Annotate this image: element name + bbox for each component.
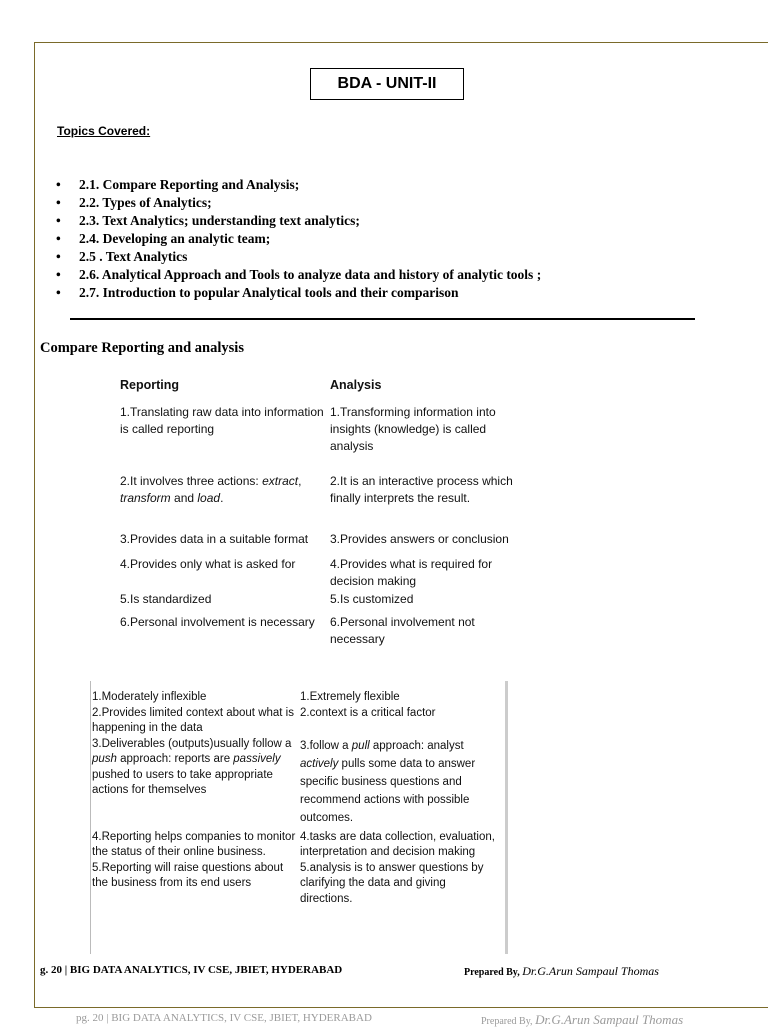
- topic-item: • 2.2. Types of Analytics;: [56, 194, 541, 212]
- analysis-cell: 1.Extremely flexible: [300, 691, 400, 703]
- reporting-cell: 2.It involves three actions: extract, transform and load.: [120, 474, 302, 505]
- comparison-row: [120, 473, 530, 531]
- topic-item: • 2.7. Introduction to popular Analytical tools and their comparison: [56, 284, 541, 302]
- analysis-cell: 5.Is customized: [330, 592, 414, 606]
- reporting-column: [92, 690, 297, 892]
- reporting-cell: 3.Provides data in a suitable format: [120, 532, 309, 546]
- topic-item: • 2.1. Compare Reporting and Analysis;: [56, 176, 541, 194]
- ghost-prepared-by-label: Prepared By,: [481, 1016, 536, 1027]
- comparison-table: [120, 377, 530, 648]
- author-name: Dr.G.Arun Sampaul Thomas: [522, 964, 659, 978]
- reporting-cell: 3.Deliverables (outputs)usually follow a push approach: reports are passively pushed to users to take appropriate actions for themselves: [92, 737, 292, 796]
- comparison-table-2: [90, 681, 508, 954]
- reporting-cell: 4.Reporting helps companies to monitor the status of their online business.: [92, 830, 296, 858]
- analysis-cell: 2.context is a critical factor: [300, 706, 436, 719]
- analysis-cell: 6.Personal involvement not necessary: [330, 615, 475, 646]
- topics-list: [56, 176, 541, 302]
- comparison-row: [120, 404, 530, 473]
- ghost-author-name: Dr.G.Arun Sampaul Thomas: [535, 1012, 684, 1027]
- reporting-cell: 6.Personal involvement is necessary: [120, 615, 315, 629]
- analysis-cell: 2.It is an interactive process which finally interprets the result.: [330, 474, 513, 505]
- analysis-column: [300, 690, 500, 907]
- comparison-row: [120, 591, 530, 614]
- reporting-header: Reporting: [120, 378, 180, 392]
- reporting-cell: 5.Reporting will raise questions about the business from its end users: [92, 861, 284, 889]
- comparison-row: [120, 614, 530, 648]
- horizontal-divider: [70, 318, 695, 320]
- reporting-cell: 4.Provides only what is asked for: [120, 557, 296, 571]
- footer-page-info: g. 20 | BIG DATA ANALYTICS, IV CSE, JBIET, HYDERABAD: [40, 964, 343, 976]
- table-right-border: [505, 681, 508, 954]
- analysis-header: Analysis: [330, 378, 382, 392]
- comparison-row: [120, 556, 530, 591]
- ghost-footer-page-info: pg. 20 | BIG DATA ANALYTICS, IV CSE, JBIET, HYDERABAD: [76, 1012, 372, 1024]
- reporting-cell: 1.Translating raw data into information is called reporting: [120, 405, 324, 436]
- page-title: BDA - UNIT-II: [310, 68, 464, 100]
- comparison-header-row: [120, 377, 530, 394]
- analysis-cell: 4.tasks are data collection, evaluation, interpretation and decision making: [300, 830, 495, 858]
- analysis-cell: 3.Provides answers or conclusion: [330, 532, 509, 546]
- ghost-footer-prepared-by: [481, 1012, 683, 1028]
- section-heading: Compare Reporting and analysis: [40, 340, 244, 356]
- topic-item: • 2.4. Developing an analytic team;: [56, 230, 541, 248]
- reporting-cell: 2.Provides limited context about what is happening in the data: [92, 706, 294, 734]
- topics-heading: Topics Covered:: [57, 124, 151, 138]
- comparison-row: [120, 531, 530, 556]
- reporting-cell: 1.Moderately inflexible: [92, 691, 207, 703]
- analysis-cell: 1.Transforming information into insights (knowledge) is called analysis: [330, 405, 496, 453]
- analysis-cell: 4.Provides what is required for decision making: [330, 557, 493, 588]
- analysis-cell: 5.analysis is to answer questions by clarifying the data and giving directions.: [300, 861, 484, 905]
- topic-item: • 2.5 . Text Analytics: [56, 248, 541, 266]
- topic-item: • 2.6. Analytical Approach and Tools to analyze data and history of analytic tools ;: [56, 266, 541, 284]
- analysis-cell: 3.follow a pull approach: analyst actively pulls some data to answer specific business questions and recommend actions with possible outcomes.: [300, 739, 476, 824]
- footer-prepared-by: [464, 964, 659, 979]
- reporting-cell: 5.Is standardized: [120, 592, 212, 606]
- table-left-border: [90, 681, 91, 954]
- prepared-by-label: Prepared By,: [464, 967, 523, 978]
- topic-item: • 2.3. Text Analytics; understanding text analytics;: [56, 212, 541, 230]
